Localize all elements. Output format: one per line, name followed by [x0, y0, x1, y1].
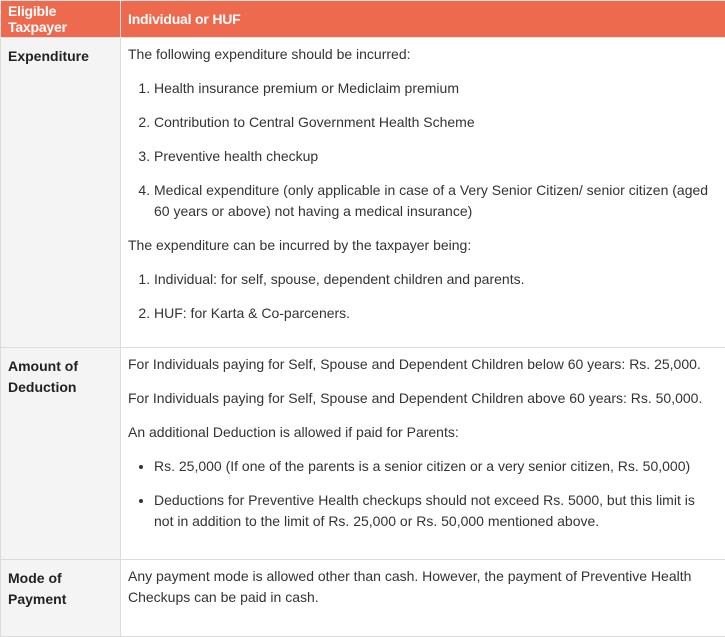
header-row [1, 1, 725, 38]
expenditure-intro-2: The expenditure can be incurred by the taxpayer being: [128, 235, 718, 256]
amount-line-above-60: For Individuals paying for Self, Spouse and Dependent Children above 60 years: Rs. 50,000. [128, 388, 718, 409]
list-item: 1. Health insurance premium or Mediclaim premium [154, 78, 718, 99]
header-eligible-taxpayer: Eligible Taxpayer [1, 1, 121, 38]
header-individual-or-huf: Individual or HUF [121, 1, 725, 38]
expenditure-intro: The following expenditure should be incurred: [128, 44, 718, 65]
amount-line-below-60: For Individuals paying for Self, Spouse and Dependent Children below 60 years: Rs. 25,000. [128, 354, 718, 375]
amount-content [121, 348, 725, 560]
expenditure-content [121, 38, 725, 348]
amount-line-parents: An additional Deduction is allowed if paid for Parents: [128, 422, 718, 443]
list-item: • Deductions for Preventive Health checkups should not exceed Rs. 5000, but this limit is not in addition to the limit of Rs. 25,000 or Rs. 50,000 mentioned above. [154, 490, 718, 532]
expenditure-list [128, 78, 718, 222]
amount-label: Amount of Deduction [1, 348, 121, 560]
mode-content [121, 560, 725, 637]
amount-bullet-list [128, 456, 718, 532]
list-item: 3. Preventive health checkup [154, 146, 718, 167]
list-item: 2. Contribution to Central Government Health Scheme [154, 112, 718, 133]
expenditure-label: Expenditure [1, 38, 121, 348]
list-item: 4. Medical expenditure (only applicable in case of a Very Senior Citizen/ senior citizen (aged 60 years or above) not having a medical insurance) [154, 180, 718, 222]
expenditure-row [1, 38, 725, 348]
mode-label: Mode of Payment [1, 560, 121, 637]
amount-row [1, 348, 725, 560]
list-item: • Rs. 25,000 (If one of the parents is a senior citizen or a very senior citizen, Rs. 50,000) [154, 456, 718, 477]
list-item: 2. HUF: for Karta & Co-parceners. [154, 303, 718, 324]
taxpayer-list [128, 269, 718, 324]
mode-text: Any payment mode is allowed other than cash. However, the payment of Preventive Health Checkups can be paid in cash. [128, 566, 718, 608]
list-item: 1. Individual: for self, spouse, dependent children and parents. [154, 269, 718, 290]
mode-row [1, 560, 725, 637]
